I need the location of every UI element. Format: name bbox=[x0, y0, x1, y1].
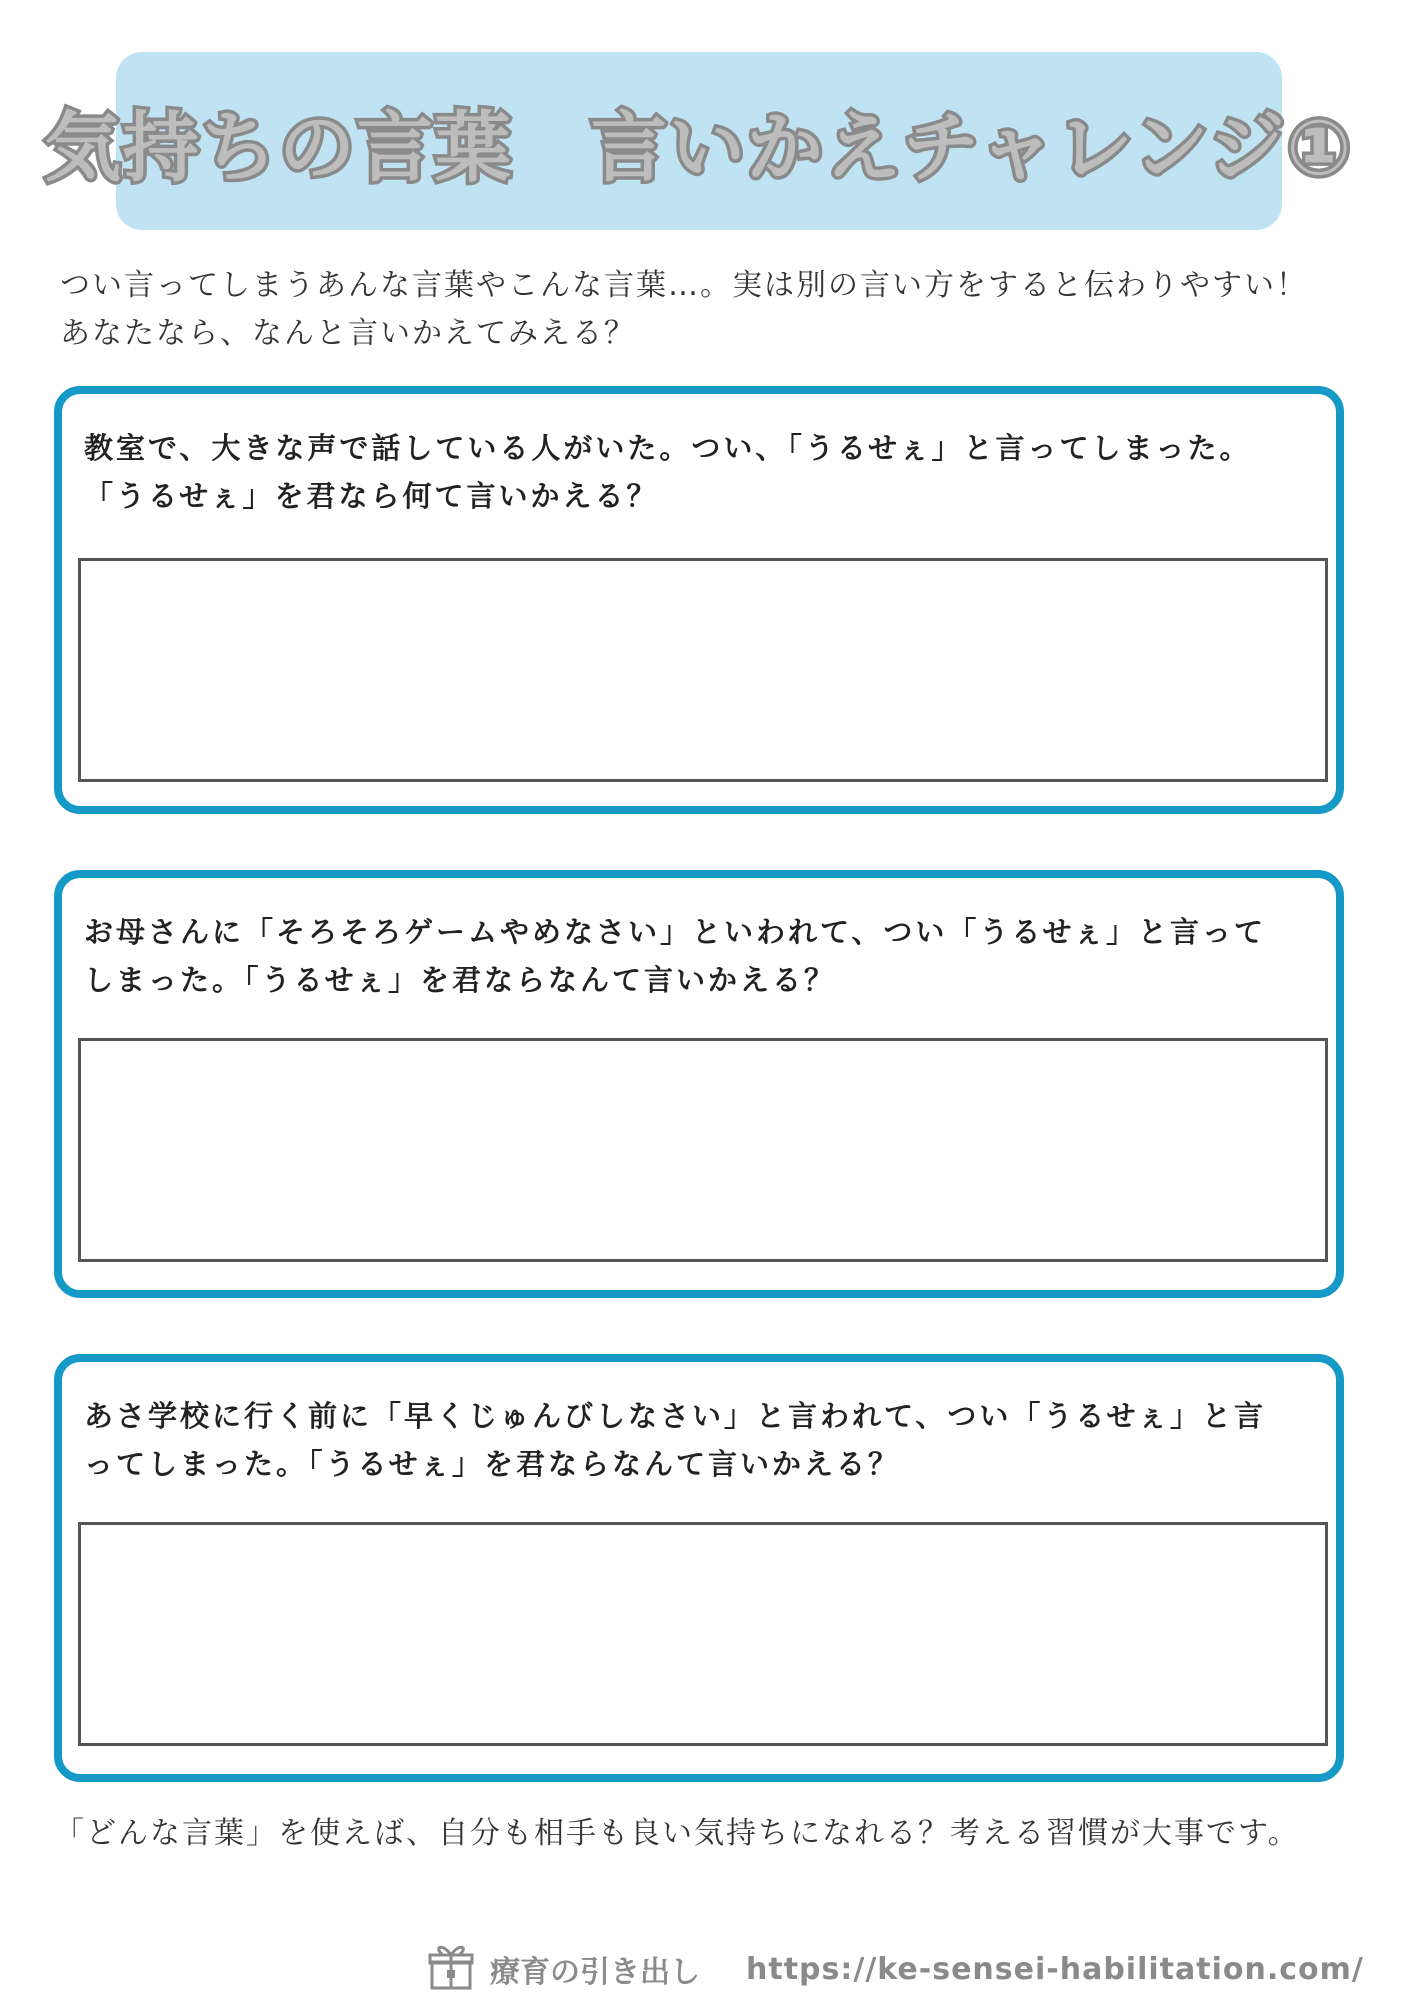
footer-url-link[interactable]: https://ke-sensei-habilitation.com/ bbox=[746, 1951, 1364, 1987]
question-text-1 bbox=[84, 424, 1251, 520]
question-1-line-2: 「うるせぇ」を君なら何て言いかえる？ bbox=[84, 479, 659, 513]
closing-text: 「どんな言葉」を使えば、自分も相手も良い気持ちになれる？考える習慣が大事です。 bbox=[54, 1816, 1300, 1851]
page-title: 気持ちの言葉 言いかえチャレンジ① bbox=[44, 102, 1354, 192]
question-card-3 bbox=[54, 1354, 1344, 1782]
question-card-2 bbox=[54, 870, 1344, 1298]
gift-box-icon bbox=[428, 1940, 474, 1998]
intro-text bbox=[60, 262, 1360, 358]
intro-line-2: あなたなら、なんと言いかえてみえる？ bbox=[60, 316, 636, 351]
answer-box-2[interactable] bbox=[78, 1038, 1328, 1262]
footer-brand: 療育の引き出し bbox=[490, 1955, 700, 1990]
question-3-line-1: あさ学校に行く前に「早くじゅんびしなさい」と言われて、つい「うるせぇ」と言 bbox=[84, 1399, 1266, 1433]
question-text-3 bbox=[84, 1392, 1266, 1488]
answer-box-1[interactable] bbox=[78, 558, 1328, 782]
question-text-2 bbox=[84, 908, 1266, 1004]
question-2-line-1: お母さんに「そろそろゲームやめなさい」といわれて、つい「うるせぇ」と言って bbox=[84, 915, 1266, 949]
question-2-line-2: しまった。「うるせぇ」を君ならなんて言いかえる？ bbox=[84, 963, 837, 997]
intro-line-1: つい言ってしまうあんな言葉やこんな言葉…。実は別の言い方をすると伝わりやすい！ bbox=[60, 268, 1308, 303]
question-3-line-2: ってしまった。「うるせぇ」を君ならなんて言いかえる？ bbox=[84, 1447, 901, 1481]
question-card-1 bbox=[54, 386, 1344, 814]
title-banner bbox=[44, 52, 1354, 230]
question-1-line-1: 教室で、大きな声で話している人がいた。つい、「うるせぇ」と言ってしまった。 bbox=[84, 431, 1252, 465]
answer-box-3[interactable] bbox=[78, 1522, 1328, 1746]
footer bbox=[428, 1940, 1364, 1998]
